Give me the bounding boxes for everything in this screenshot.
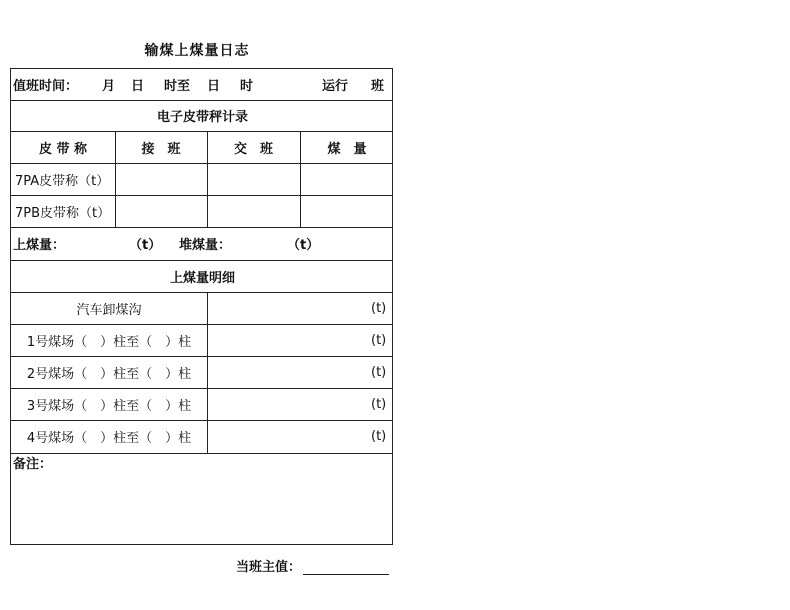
col-belt-scale: 皮 带 称 — [38, 141, 88, 157]
yard-row-2: 2号煤场（ ）柱至（ ）柱 — [26, 366, 192, 382]
log-table — [10, 68, 393, 545]
coal-stack-unit: （t） — [287, 238, 320, 253]
duty-time-label: 值班时间： — [13, 79, 79, 94]
unit-t: (t) — [371, 429, 387, 444]
coal-detail-section: 上煤量明细 — [169, 270, 235, 286]
shift-run-label: 运行 — [322, 79, 349, 94]
col-handover: 交 班 — [233, 141, 273, 157]
unit-t: (t) — [371, 300, 387, 316]
day-label: 日 — [131, 79, 145, 94]
hour-to-label: 时至 — [164, 79, 191, 94]
belt-scale-section: 电子皮带秤计录 — [156, 110, 248, 125]
signature-line — [303, 560, 389, 575]
truck-unload-label: 汽车卸煤沟 — [76, 302, 142, 318]
belt-row-7pb: 7PB皮带称（t） — [15, 205, 111, 221]
coal-loaded-label: 上煤量： — [13, 238, 66, 253]
yard-row-3: 3号煤场（ ）柱至（ ）柱 — [26, 398, 192, 414]
belt-row-7pa: 7PA皮带称（t） — [15, 173, 110, 189]
yard-row-4: 4号煤场（ ）柱至（ ）柱 — [26, 431, 192, 446]
hour-label: 时 — [240, 79, 254, 94]
unit-t: (t) — [371, 396, 387, 412]
col-takeover: 接 班 — [141, 141, 181, 157]
remarks-label: 备注： — [13, 456, 53, 472]
day-label-2: 日 — [207, 79, 221, 94]
col-coal-amount: 煤 量 — [327, 141, 367, 157]
yard-row-1: 1号煤场（ ）柱至（ ）柱 — [26, 334, 192, 350]
form-title: 输煤上煤量日志 — [144, 43, 250, 59]
month-label: 月 — [102, 79, 116, 94]
supervisor-signature: 当班主值： — [236, 556, 389, 575]
coal-stack-label: 堆煤量： — [179, 238, 232, 253]
unit-t: (t) — [371, 364, 387, 380]
coal-loaded-unit: （t） — [129, 238, 162, 253]
unit-t: (t) — [371, 332, 387, 348]
shift-label: 班 — [371, 79, 385, 94]
